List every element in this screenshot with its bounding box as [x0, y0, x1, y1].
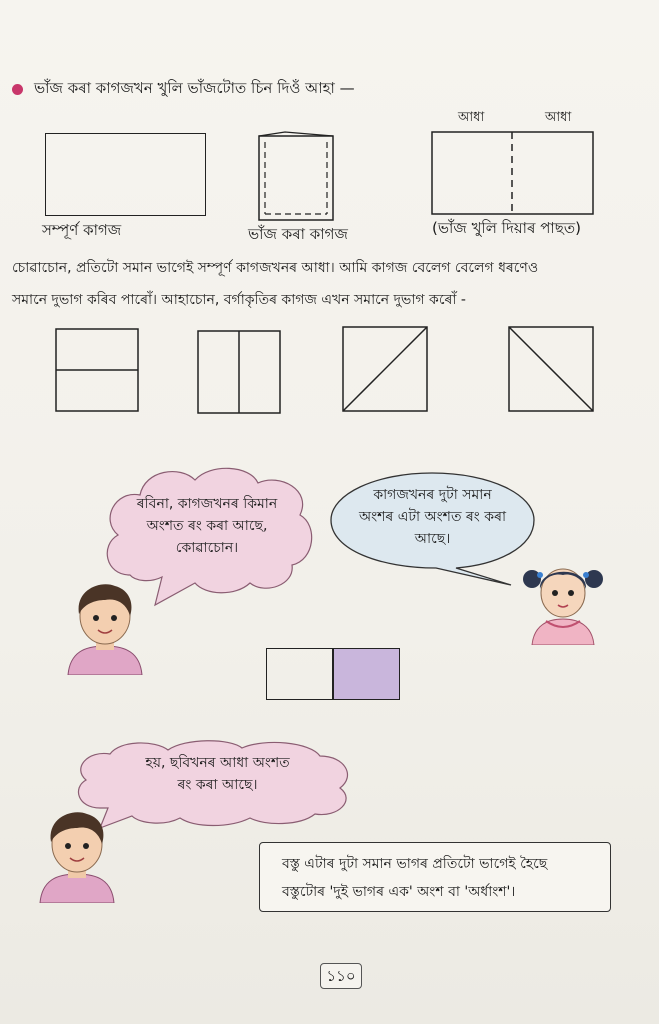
boy-illustration — [60, 580, 150, 675]
girl-illustration — [518, 555, 608, 645]
boy-illustration-bottom — [32, 808, 122, 903]
note-line-1: বস্তু এটাৰ দুটা সমান ভাগৰ প্ৰতিটো ভাগেই হৈছে — [282, 856, 548, 872]
folded-paper-figure — [255, 128, 340, 224]
bubble-right-line-3: আছে। — [414, 531, 451, 547]
unfolded-paper-figure — [431, 131, 596, 217]
bubble-left-line-3: কোৱাচোন। — [175, 540, 239, 556]
square-horizontal-half — [55, 328, 141, 414]
bullet-dot — [12, 84, 23, 95]
bubble-left-line-2: অংশত ৰং কৰা আছে, — [146, 518, 268, 534]
bubble-right-line-1: কাগজখনৰ দুটা সমান — [373, 487, 492, 503]
bubble-bottom-line-1: হয়, ছবিখনৰ আধা অংশত — [145, 755, 290, 771]
bubble-right-line-2: অংশৰ এটা অংশত ৰং কৰা — [358, 509, 507, 525]
bubble-right-text — [340, 484, 525, 550]
whole-paper-label: সম্পূৰ্ণ কাগজ — [42, 221, 122, 239]
bubble-bottom-line-2: ৰং কৰা আছে। — [177, 777, 258, 793]
paragraph-line-1: চোৱাচোন, প্ৰতিটো সমান ভাগেই সম্পূৰ্ণ কাগজখনৰ আধা। আমি কাগজ বেলেগ বেলেগ ধৰণেও — [12, 260, 539, 276]
square-diagonal-up — [342, 326, 430, 414]
whole-paper-figure — [45, 133, 206, 216]
square-diagonal-down — [508, 326, 596, 414]
page-number: ১১০ — [320, 963, 362, 989]
bubble-left-text — [112, 493, 302, 559]
bubble-bottom-text — [100, 752, 335, 796]
square-vertical-half — [197, 330, 283, 416]
note-line-2: বস্তুটোৰ 'দুই ভাগৰ এক' অংশ বা 'অৰ্ধাংশ'। — [282, 884, 516, 900]
folded-paper-label: ভাঁজ কৰা কাগজ — [248, 225, 348, 243]
definition-note-box — [259, 842, 611, 912]
instruction-text: ভাঁজ কৰা কাগজখন খুলি ভাঁজটোত চিন দিওঁ আহা — — [34, 79, 355, 97]
shaded-half — [334, 649, 399, 699]
half-shaded-rectangle — [266, 648, 400, 700]
paragraph-line-2: সমানে দুভাগ কৰিব পাৰোঁ। আহাচোন, বৰ্গাকৃতিৰ কাগজ এখন সমানে দুভাগ কৰোঁ - — [12, 292, 466, 308]
half-label-left: আধা — [458, 110, 485, 125]
unfolded-paper-label: (ভাঁজ খুলি দিয়াৰ পাছত) — [432, 219, 581, 237]
half-label-right: আধা — [545, 110, 572, 125]
bubble-left-line-1: ৰবিনা, কাগজখনৰ কিমান — [136, 496, 278, 512]
